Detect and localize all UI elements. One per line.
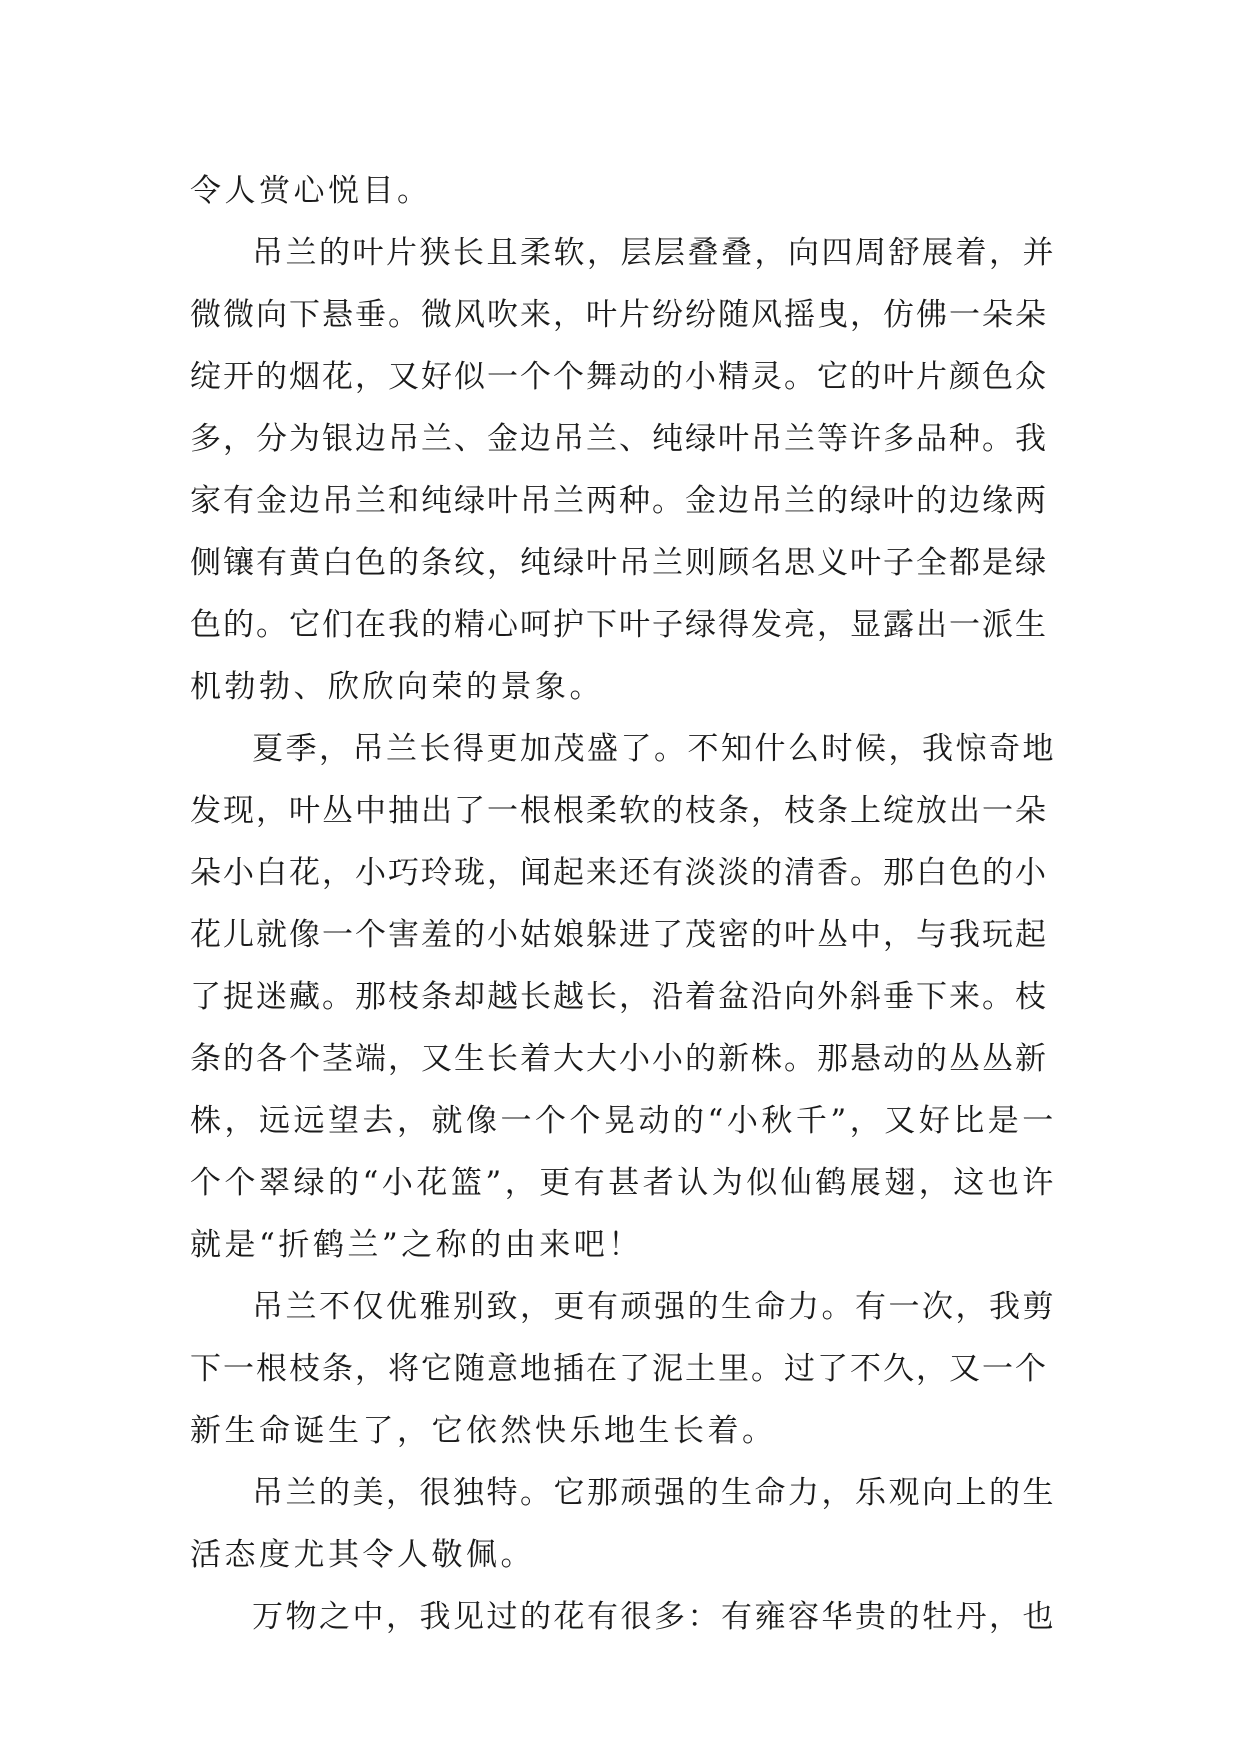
paragraph-first-line: 吊兰不仅优雅别致，更有顽强的生命力。有一次，我剪 [252, 1289, 1056, 1325]
text-line: 花儿就像一个害羞的小姑娘躲进了茂密的叶丛中，与我玩起 [190, 917, 1048, 953]
text-line: 侧镶有黄白色的条纹，纯绿叶吊兰则顾名思义叶子全都是绿 [190, 545, 1048, 581]
text-line: 朵小白花，小巧玲珑，闻起来还有淡淡的清香。那白色的小 [190, 855, 1048, 891]
text-line: 活态度尤其令人敬佩。 [190, 1537, 535, 1573]
text-line: 令人赏心悦目。 [190, 173, 432, 209]
text-line: 了捉迷藏。那枝条却越长越长，沿着盆沿向外斜垂下来。枝 [190, 979, 1048, 1015]
text-line: 条的各个茎端，又生长着大大小小的新株。那悬动的丛丛新 [190, 1041, 1048, 1077]
text-line: 个个翠绿的“小花篮”，更有甚者认为似仙鹤展翅，这也许 [190, 1165, 1057, 1201]
paragraph-first-line: 万物之中，我见过的花有很多：有雍容华贵的牡丹，也 [252, 1599, 1056, 1635]
text-line: 绽开的烟花，又好似一个个舞动的小精灵。它的叶片颜色众 [190, 359, 1048, 395]
text-line: 家有金边吊兰和纯绿叶吊兰两种。金边吊兰的绿叶的边缘两 [190, 483, 1048, 519]
text-line: 多，分为银边吊兰、金边吊兰、纯绿叶吊兰等许多品种。我 [190, 421, 1048, 457]
document-page [190, 160, 1058, 1648]
text-line: 下一根枝条，将它随意地插在了泥土里。过了不久，又一个 [190, 1351, 1048, 1387]
text-line: 微微向下悬垂。微风吹来，叶片纷纷随风摇曳，仿佛一朵朵 [190, 297, 1048, 333]
text-line: 就是“折鹤兰”之称的由来吧！ [190, 1227, 643, 1263]
text-line: 色的。它们在我的精心呵护下叶子绿得发亮，显露出一派生 [190, 607, 1048, 643]
text-line: 新生命诞生了，它依然快乐地生长着。 [190, 1413, 777, 1449]
paragraph-first-line: 吊兰的叶片狭长且柔软，层层叠叠，向四周舒展着，并 [252, 235, 1056, 271]
text-line: 株，远远望去，就像一个个晃动的“小秋千”，又好比是一 [190, 1103, 1057, 1139]
paragraph-first-line: 夏季，吊兰长得更加茂盛了。不知什么时候，我惊奇地 [252, 731, 1056, 767]
text-line: 发现，叶丛中抽出了一根根柔软的枝条，枝条上绽放出一朵 [190, 793, 1048, 829]
text-line: 机勃勃、欣欣向荣的景象。 [190, 669, 604, 705]
paragraph-first-line: 吊兰的美，很独特。它那顽强的生命力，乐观向上的生 [252, 1475, 1056, 1511]
